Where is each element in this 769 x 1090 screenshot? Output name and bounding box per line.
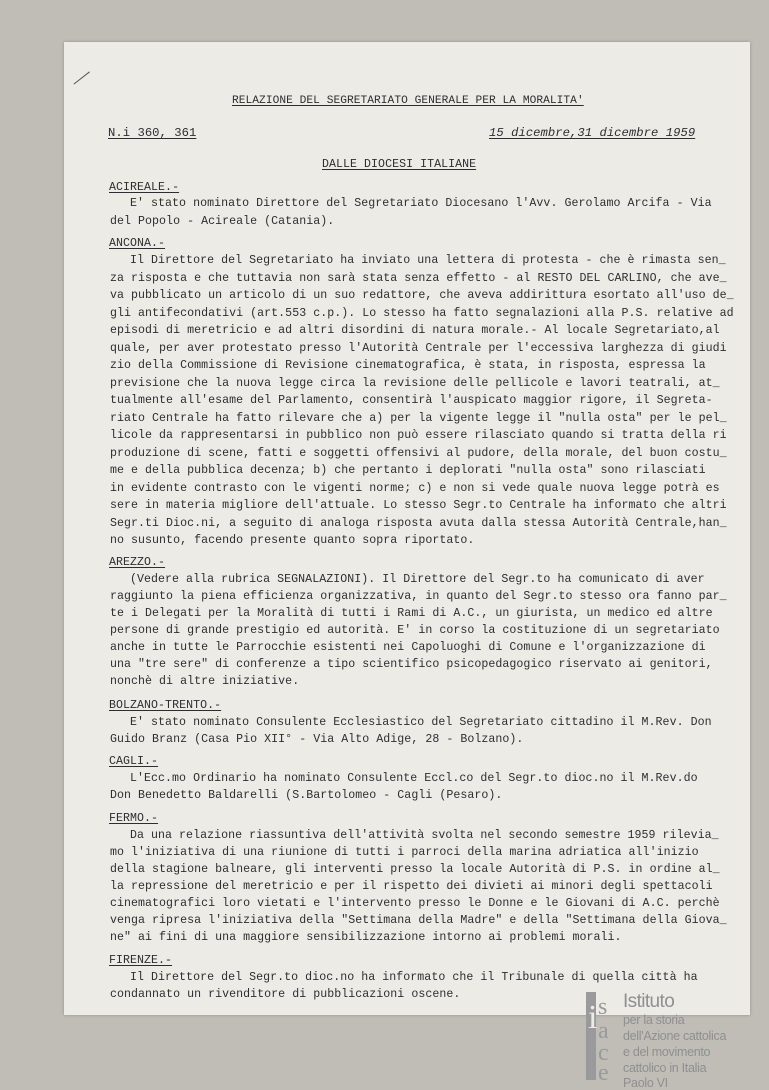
text-line: Don Benedetto Baldarelli (S.Bartolomeo - Cagli (Pesaro). [110,789,503,802]
logo-line: cattolico in Italia [623,1061,707,1075]
text-line: za risposta e che tuttavia non sarà stata senza effetto - al RESTO DEL CARLINO, che ave_ [110,272,727,285]
text-line: quale, per aver protestato presso l'Autorità Centrale per l'eccessiva larghezza di giudi [110,342,727,355]
logo-line: Paolo VI [623,1076,668,1090]
text-line: me e della pubblica decenza; b) che pertanto i deplorati "nulla osta" sono rilasciati [110,464,706,477]
logo-line: e del movimento [623,1045,711,1059]
text-line: mo l'iniziativa di una riunione di tutti i parroci della marina adriatica all'inizio [110,846,699,859]
logo-line: per la storia [623,1013,685,1027]
text-line: la repressione del meretricio e per il rispetto dei divieti ai minori degli spettacoli [110,880,713,893]
text-line: E' stato nominato Consulente Ecclesiastico del Segretariato cittadino il M.Rev. Don [130,716,712,729]
text-line: anche in tutte le Parrocchie esistenti nei Capoluoghi di Comune e l'organizzazione di [110,641,706,654]
text-line: previsione che la nuova legge circa la revisione delle pellicole e lavori teatrali, at_ [110,377,720,390]
logo-line: Istituto [623,991,675,1012]
reference-number: N.i 360, 361 [108,126,197,140]
text-line: persone di grande prestigio ed autorità. E' in corso la costituzione di un segretariato [110,624,720,637]
text-line: in evidente contrasto con le vigenti norme; c) e non si vede quale nuova legge potrà es [110,482,720,495]
city-heading-arezzo: AREZZO.- [109,556,166,569]
city-heading-cagli: CAGLI.- [109,755,159,768]
text-line: Il Direttore del Segr.to dioc.no ha informato che il Tribunale di quella città ha [130,971,698,984]
text-line: Il Direttore del Segretariato ha inviato una lettera di protesta - che è rimasta sen_ [130,254,726,267]
text-line: licole da rappresentarsi in pubblico non può essere rilasciato quando si tratta della ri [110,429,727,442]
text-line: cinematografici loro vietati e l'intervento presso le Donne e le Giovani di A.C. perchè [110,897,720,910]
text-line: episodi di meretricio e ad altri disordini di natura morale.- Al locale Segretariato,al [110,324,720,337]
text-line: una "tre sere" di conferenze a tipo scientifico psicopedagogico riservato ai genitori, [110,658,713,671]
text-line: gli antifecondativi (art.553 c.p.). Lo stesso ha fatto segnalazioni alla P.S. relative ad [110,307,734,320]
text-line: tualmente all'esame del Parlamento, consentirà l'auspicato maggior rigore, il Segreta- [110,394,713,407]
text-line: Guido Branz (Casa Pio XII° - Via Alto Adige, 28 - Bolzano). [110,733,524,746]
text-line: te i Delegati per la Moralità di tutti i Rami di A.C., un giurista, un medico ed altre [110,607,713,620]
city-heading-bolzano-trento: BOLZANO-TRENTO.- [109,699,222,712]
text-line: sere in materia migliore dell'attuale. Lo stesso Segr.to Centrale ha informato che altri [110,499,727,512]
text-line: venga ripresa l'iniziativa della "Settimana della Madre" e della "Settimana della Giova_ [110,914,727,927]
text-line: va pubblicato un articolo di un suo redattore, che aveva addirittura esortato all'uso de_ [110,289,734,302]
section-title: DALLE DIOCESI ITALIANE [322,158,477,171]
city-heading-ancona: ANCONA.- [109,237,166,250]
city-heading-acireale: ACIREALE.- [109,181,180,194]
svg-text:c: c [598,1040,609,1066]
text-line: del Popolo - Acireale (Catania). [110,215,335,228]
text-line: Segr.ti Dioc.ni, a seguito di analoga risposta avuta dalla stessa Autorità Centrale,han_ [110,517,727,530]
text-line: L'Ecc.mo Ordinario ha nominato Consulente Eccl.co del Segr.to dioc.no il M.Rev.do [130,772,698,785]
text-line: raggiunto la piena efficienza organizzativa, in quanto del Segr.to stesso ora fanno par_ [110,590,727,603]
text-line: della stagione balneare, gli interventi presso la locale Autorità di P.S. in ordine al_ [110,863,720,876]
document-header-title: RELAZIONE DEL SEGRETARIATO GENERALE PER LA MORALITA' [232,95,584,107]
svg-text:e: e [598,1060,609,1080]
svg-text:i: i [588,999,598,1036]
isacem-logo [585,991,769,1090]
text-line: produzione di scene, fatti e soggetti offensivi al pudore, della morale, del buon costu_ [110,447,727,460]
svg-text:s: s [598,994,608,1020]
text-line: condannato un rivenditore di pubblicazioni oscene. [110,988,461,1001]
text-line: riato Centrale ha fatto rilevare che a) per la vigente legge il "nulla osta" per le pel_ [110,412,727,425]
city-heading-firenze: FIRENZE.- [109,954,173,967]
text-line: ne" ai fini di una maggiore sensibilizzazione intorno ai problemi morali. [110,931,622,944]
text-line: E' stato nominato Direttore del Segretariato Diocesano l'Avv. Gerolamo Arcifa - Via [130,197,712,210]
logo-line: dell'Azione cattolica [623,1029,727,1043]
city-heading-fermo: FERMO.- [109,812,159,825]
report-date: 15 dicembre,31 dicembre 1959 [489,126,696,140]
text-line: no susunto, facendo presente quanto sopra riportato. [110,534,475,547]
svg-text:a: a [598,1018,609,1044]
isacem-logo-icon [585,992,619,1080]
text-line: nonchè di altre iniziative. [110,675,300,688]
text-line: (Vedere alla rubrica SEGNALAZIONI). Il Direttore del Segr.to ha comunicato di aver [130,573,705,586]
text-line: zio della Commissione di Revisione cinematografica, è stata, in risposta, espressa la [110,359,706,372]
text-line: Da una relazione riassuntiva dell'attività svolta nel secondo semestre 1959 rileviа_ [130,829,719,842]
